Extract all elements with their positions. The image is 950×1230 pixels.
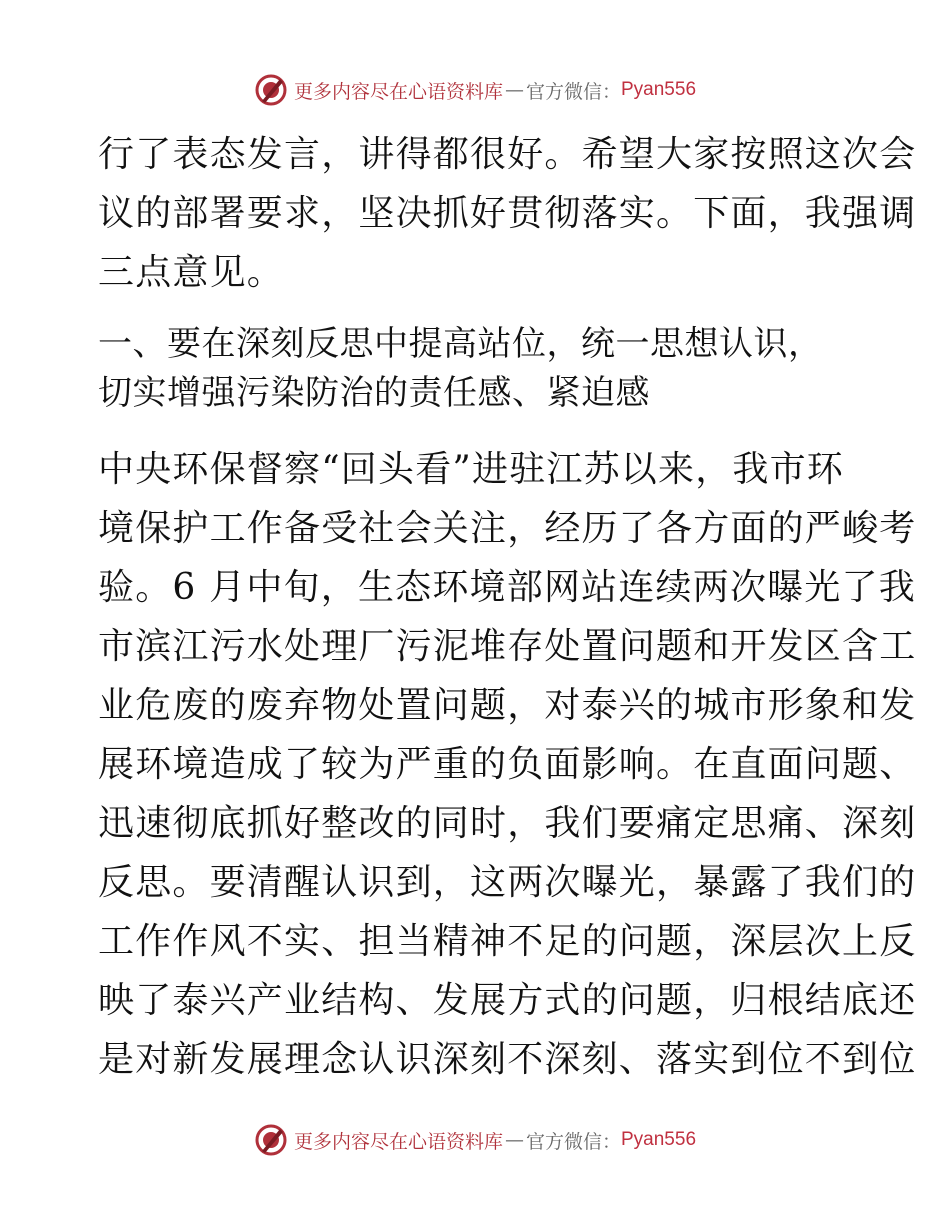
section-heading-line: 切实增强污染防治的责任感、紧迫感	[98, 373, 650, 413]
banner-separator: —	[504, 79, 524, 101]
quill-logo-icon	[254, 1123, 288, 1157]
paragraph-line: 验。6 月中旬，生态环境部网站连续两次曝光了我	[98, 567, 916, 608]
banner-separator: —	[504, 1129, 524, 1151]
banner-wechat-id: Pyan556	[621, 1129, 697, 1150]
paragraph-line: 境保护工作备受社会关注，经历了各方面的严峻考	[98, 508, 917, 549]
banner-wechat-label: 官方微信：	[525, 80, 621, 103]
paragraph-line: 反思。要清醒认识到，这两次曝光，暴露了我们的	[98, 862, 917, 903]
paragraph-line: 映了泰兴产业结构、发展方式的问题，归根结底还	[98, 980, 917, 1021]
paragraph-line: 市滨江污水处理厂污泥堆存处置问题和开发区含工	[98, 626, 917, 667]
intro-line: 行了表态发言，讲得都很好。希望大家按照这次会	[98, 134, 917, 175]
paragraph-line: 是对新发展理念认识深刻不深刻、落实到位不到位	[98, 1039, 917, 1080]
footer-watermark-banner	[0, 1120, 950, 1160]
intro-line: 议的部署要求，坚决抓好贯彻落实。下面，我强调	[98, 193, 917, 234]
banner-site-text: 更多内容尽在心语资料库	[293, 80, 503, 103]
paragraph-line: 迅速彻底抓好整改的同时，我们要痛定思痛、深刻	[98, 803, 917, 844]
paragraph-line: 业危废的废弃物处置问题，对泰兴的城市形象和发	[98, 685, 917, 726]
intro-line: 三点意见。	[98, 252, 285, 293]
quill-logo-icon	[254, 73, 288, 107]
banner-wechat-label: 官方微信：	[525, 1130, 621, 1153]
paragraph-line: 工作作风不实、担当精神不足的问题，深层次上反	[98, 921, 917, 962]
banner-site-text: 更多内容尽在心语资料库	[293, 1130, 503, 1153]
paragraph-line: 展环境造成了较为严重的负面影响。在直面问题、	[98, 744, 917, 785]
banner-wechat-id: Pyan556	[621, 79, 697, 100]
header-watermark-banner	[0, 70, 950, 110]
paragraph-line: 中央环保督察“回头看”进驻江苏以来，我市环	[98, 449, 845, 490]
section-heading-line: 一、要在深刻反思中提高站位，统一思想认识，	[98, 324, 823, 364]
document-body	[98, 125, 917, 1089]
